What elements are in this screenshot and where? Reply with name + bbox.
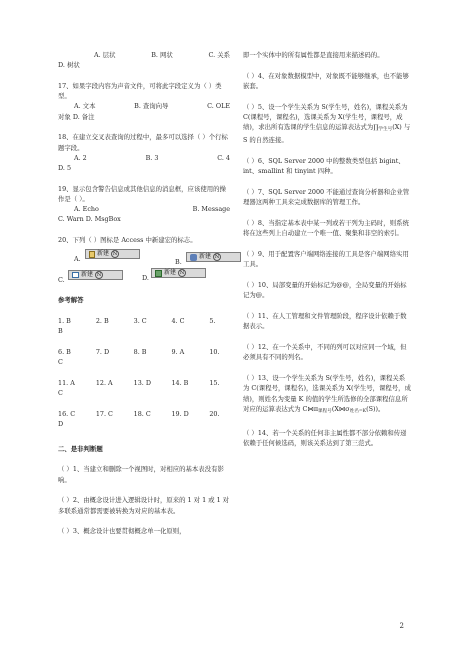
right-column — [243, 50, 411, 459]
q16-option-b: B. 网状 — [151, 51, 173, 59]
document-icon — [89, 251, 95, 258]
answer-continuation: B — [58, 327, 63, 336]
q17-option-c: C. OLE — [207, 102, 230, 111]
judge-item-5-tail: (X) 与 S 的自然连接。 — [243, 123, 411, 145]
answer-item: 14. B — [171, 379, 189, 388]
shortcut-n-icon: N — [214, 254, 220, 261]
new-button-c — [68, 270, 123, 280]
judge-item-12: （ ）12、在一个关系中，不同的列可以对应同一个域，但必须具有不同的列名。 — [243, 343, 407, 362]
judge-item-14: （ ）14、若一个关系的任何非主属性都不部分依赖和传递依赖于任何候选码，则该关系达到了第三范式。 — [243, 428, 407, 447]
answer-item: 7. D — [95, 348, 110, 357]
new-label-d: 新建 — [164, 269, 177, 277]
judge-item-3-continued: 即一个实体中的所有属性都是直接用来描述码的。 — [243, 51, 384, 59]
q18-option-a: A. 2 — [74, 153, 87, 162]
q19-option-b: B. Message — [192, 205, 230, 214]
answer-item: 19. D — [171, 410, 189, 419]
answer-item: 10. — [209, 348, 220, 357]
answer-continuation: C — [58, 358, 63, 367]
new-button-a — [85, 249, 140, 259]
judge-item-13 — [243, 373, 411, 417]
new-label-c: 新建 — [81, 271, 94, 279]
judge-item-5-text: （ ）5、设一个学生关系为 S(学生号，姓名)，课程关系为 C(课程号，课程名)，选课关系为 X(学生号，课程号，成绩)，求出所有选课的学生信息的运算表达式为∏ — [243, 102, 408, 132]
form-icon — [72, 272, 79, 278]
answer-item: 6. B — [58, 348, 71, 357]
judge-item-5 — [243, 102, 411, 146]
answer-item: 20. — [209, 410, 220, 419]
answer-item: 1. B — [58, 317, 71, 326]
section-2-title: 二、是非判断题 — [58, 444, 103, 453]
judge-item-2: （ ）2、由概念设计进入逻辑设计时，原来的 1 对 1 或 1 对多联系通常都需要被转换为对应的基本表。 — [58, 496, 230, 515]
judge-item-13-mid: (X⋈σ — [331, 404, 350, 413]
judge-item-13-subscript-1: 课程号 — [318, 408, 332, 414]
answer-block-2 — [58, 347, 230, 367]
answer-block-4 — [58, 409, 230, 429]
answer-item: 15. — [209, 379, 220, 388]
q20-letter-a: A. — [74, 255, 81, 264]
answer-item: 8. B — [133, 348, 147, 357]
q17-options — [58, 101, 230, 111]
judge-item-13-text: （ ）13、设一个学生关系为 S(学生号，姓名)，课程关系为 C(课程号，课程名)，选课关系为 X(学生号，课程号，成绩)，则姓名为变量 K 的值的学生所选修的全部课程信息所对应的运算表达式为 C⋈π — [243, 374, 411, 413]
q16-option-c: C. 关系 — [208, 51, 230, 59]
q18-option-b: B. 3 — [145, 153, 159, 162]
left-column — [58, 50, 230, 547]
q18-option-c: C. 4 — [217, 153, 230, 162]
judge-item-8: （ ）8、当指定基本表中某一列或若干列为主码时，则系统将在这些列上自动建立一个唯一值、聚集和非空的索引。 — [243, 219, 409, 238]
answer-item: 13. D — [133, 379, 151, 388]
q19-text: 19、显示包含警告信息或其他信息的消息框，应该使用的操作是（ ）。 — [58, 184, 226, 204]
judge-item-6: （ ）6、SQL Server 2000 中的整数类型包括 bigint、int、smallint 和 tinyint 四种。 — [243, 157, 405, 176]
answer-item: 2. B — [95, 317, 109, 326]
judge-item-13-subscript-2: 姓名=K — [349, 408, 367, 414]
q20-icons-row-2 — [58, 267, 230, 287]
judge-item-3: （ ）3、概念设计也要贯彻概念单一化原则， — [58, 527, 186, 536]
q20-letter-d: D. — [142, 274, 149, 283]
answer-continuation: C — [58, 389, 63, 398]
q19-option-a: A. Echo — [74, 205, 99, 214]
q20-icons-row-1 — [58, 247, 230, 267]
judge-item-1: （ ）1、当建立和删除一个视图时，对相应的基本表没有影响。 — [58, 465, 224, 484]
answer-row — [58, 409, 230, 419]
judge-item-4: （ ）4、在对象数据模型中，对象既不能够继承，也不能够嵌套。 — [243, 71, 409, 90]
shortcut-n-icon: N — [96, 272, 102, 279]
new-label-b: 新建 — [199, 253, 212, 261]
answer-item: 17. C — [95, 410, 113, 419]
answer-row — [58, 316, 230, 326]
q17-option-d: 对象 D. 备注 — [58, 112, 95, 121]
judge-item-11: （ ）11、在人工管理和文件管理阶段，程序设计依赖于数据表示。 — [243, 312, 407, 331]
new-button-d — [151, 268, 206, 278]
q19-option-cd: C. Warn D. MsgBox — [58, 215, 121, 224]
judge-item-7: （ ）7、SQL Server 2000 不能通过查询分析器和企业管理器这两种工具来完成数据库的管理工作。 — [243, 188, 410, 207]
q17-text: 17、如果字段内容为声音文件，可将此字段定义为（ ）类型。 — [58, 82, 222, 101]
answer-item: 9. A — [171, 348, 185, 357]
judge-item-9: （ ）9、用于配置客户端网络连接的工具是客户端网络实用工具。 — [243, 250, 409, 269]
q16-option-d: D. 树状 — [58, 61, 80, 70]
answer-item: 3. C — [133, 317, 147, 326]
judge-item-10: （ ）10、局部变量的开始标记为@@，全局变量的开始标记为@。 — [243, 281, 407, 300]
q16-options — [58, 50, 230, 60]
new-label-a: 新建 — [97, 250, 110, 258]
answer-item: 18. C — [133, 410, 151, 419]
answer-block-1 — [58, 316, 230, 336]
shortcut-n-icon: N — [112, 251, 118, 258]
database-icon — [190, 254, 197, 261]
answer-continuation: D — [58, 420, 64, 429]
answer-row — [58, 378, 230, 388]
answer-item: 5. — [209, 317, 216, 326]
answer-item: 4. C — [171, 317, 185, 326]
answer-item: 16. C — [58, 410, 76, 419]
new-button-b — [186, 252, 241, 262]
answer-block-3 — [58, 378, 230, 398]
judge-item-5-subscript: 学生号 — [378, 127, 393, 133]
answer-item: 12. A — [95, 379, 113, 388]
q18-options — [58, 153, 230, 163]
q17-option-a: A. 文本 — [74, 102, 96, 111]
q18-option-d: D. 5 — [58, 164, 72, 173]
q17-option-b: B. 查询向导 — [134, 102, 169, 111]
q20-letter-c: C. — [58, 276, 65, 285]
judge-item-13-tail: (S))。 — [366, 404, 385, 413]
answer-row — [58, 347, 230, 357]
page-number: 2 — [399, 622, 404, 630]
answers-title: 参考解答 — [58, 296, 84, 305]
q16-option-a: A. 层状 — [94, 51, 116, 59]
q18-text: 18、在建立交叉表查询的过程中，最多可以选择（ ）个行标题字段。 — [58, 133, 228, 152]
q20-text: 20、下列（ ）图标是 Access 中新建宏的标志。 — [58, 236, 197, 245]
macro-icon — [155, 270, 162, 277]
q19-options — [58, 204, 230, 214]
q20-letter-b: B. — [175, 258, 182, 267]
shortcut-n-icon: N — [179, 270, 185, 277]
answer-item: 11. A — [58, 379, 75, 388]
